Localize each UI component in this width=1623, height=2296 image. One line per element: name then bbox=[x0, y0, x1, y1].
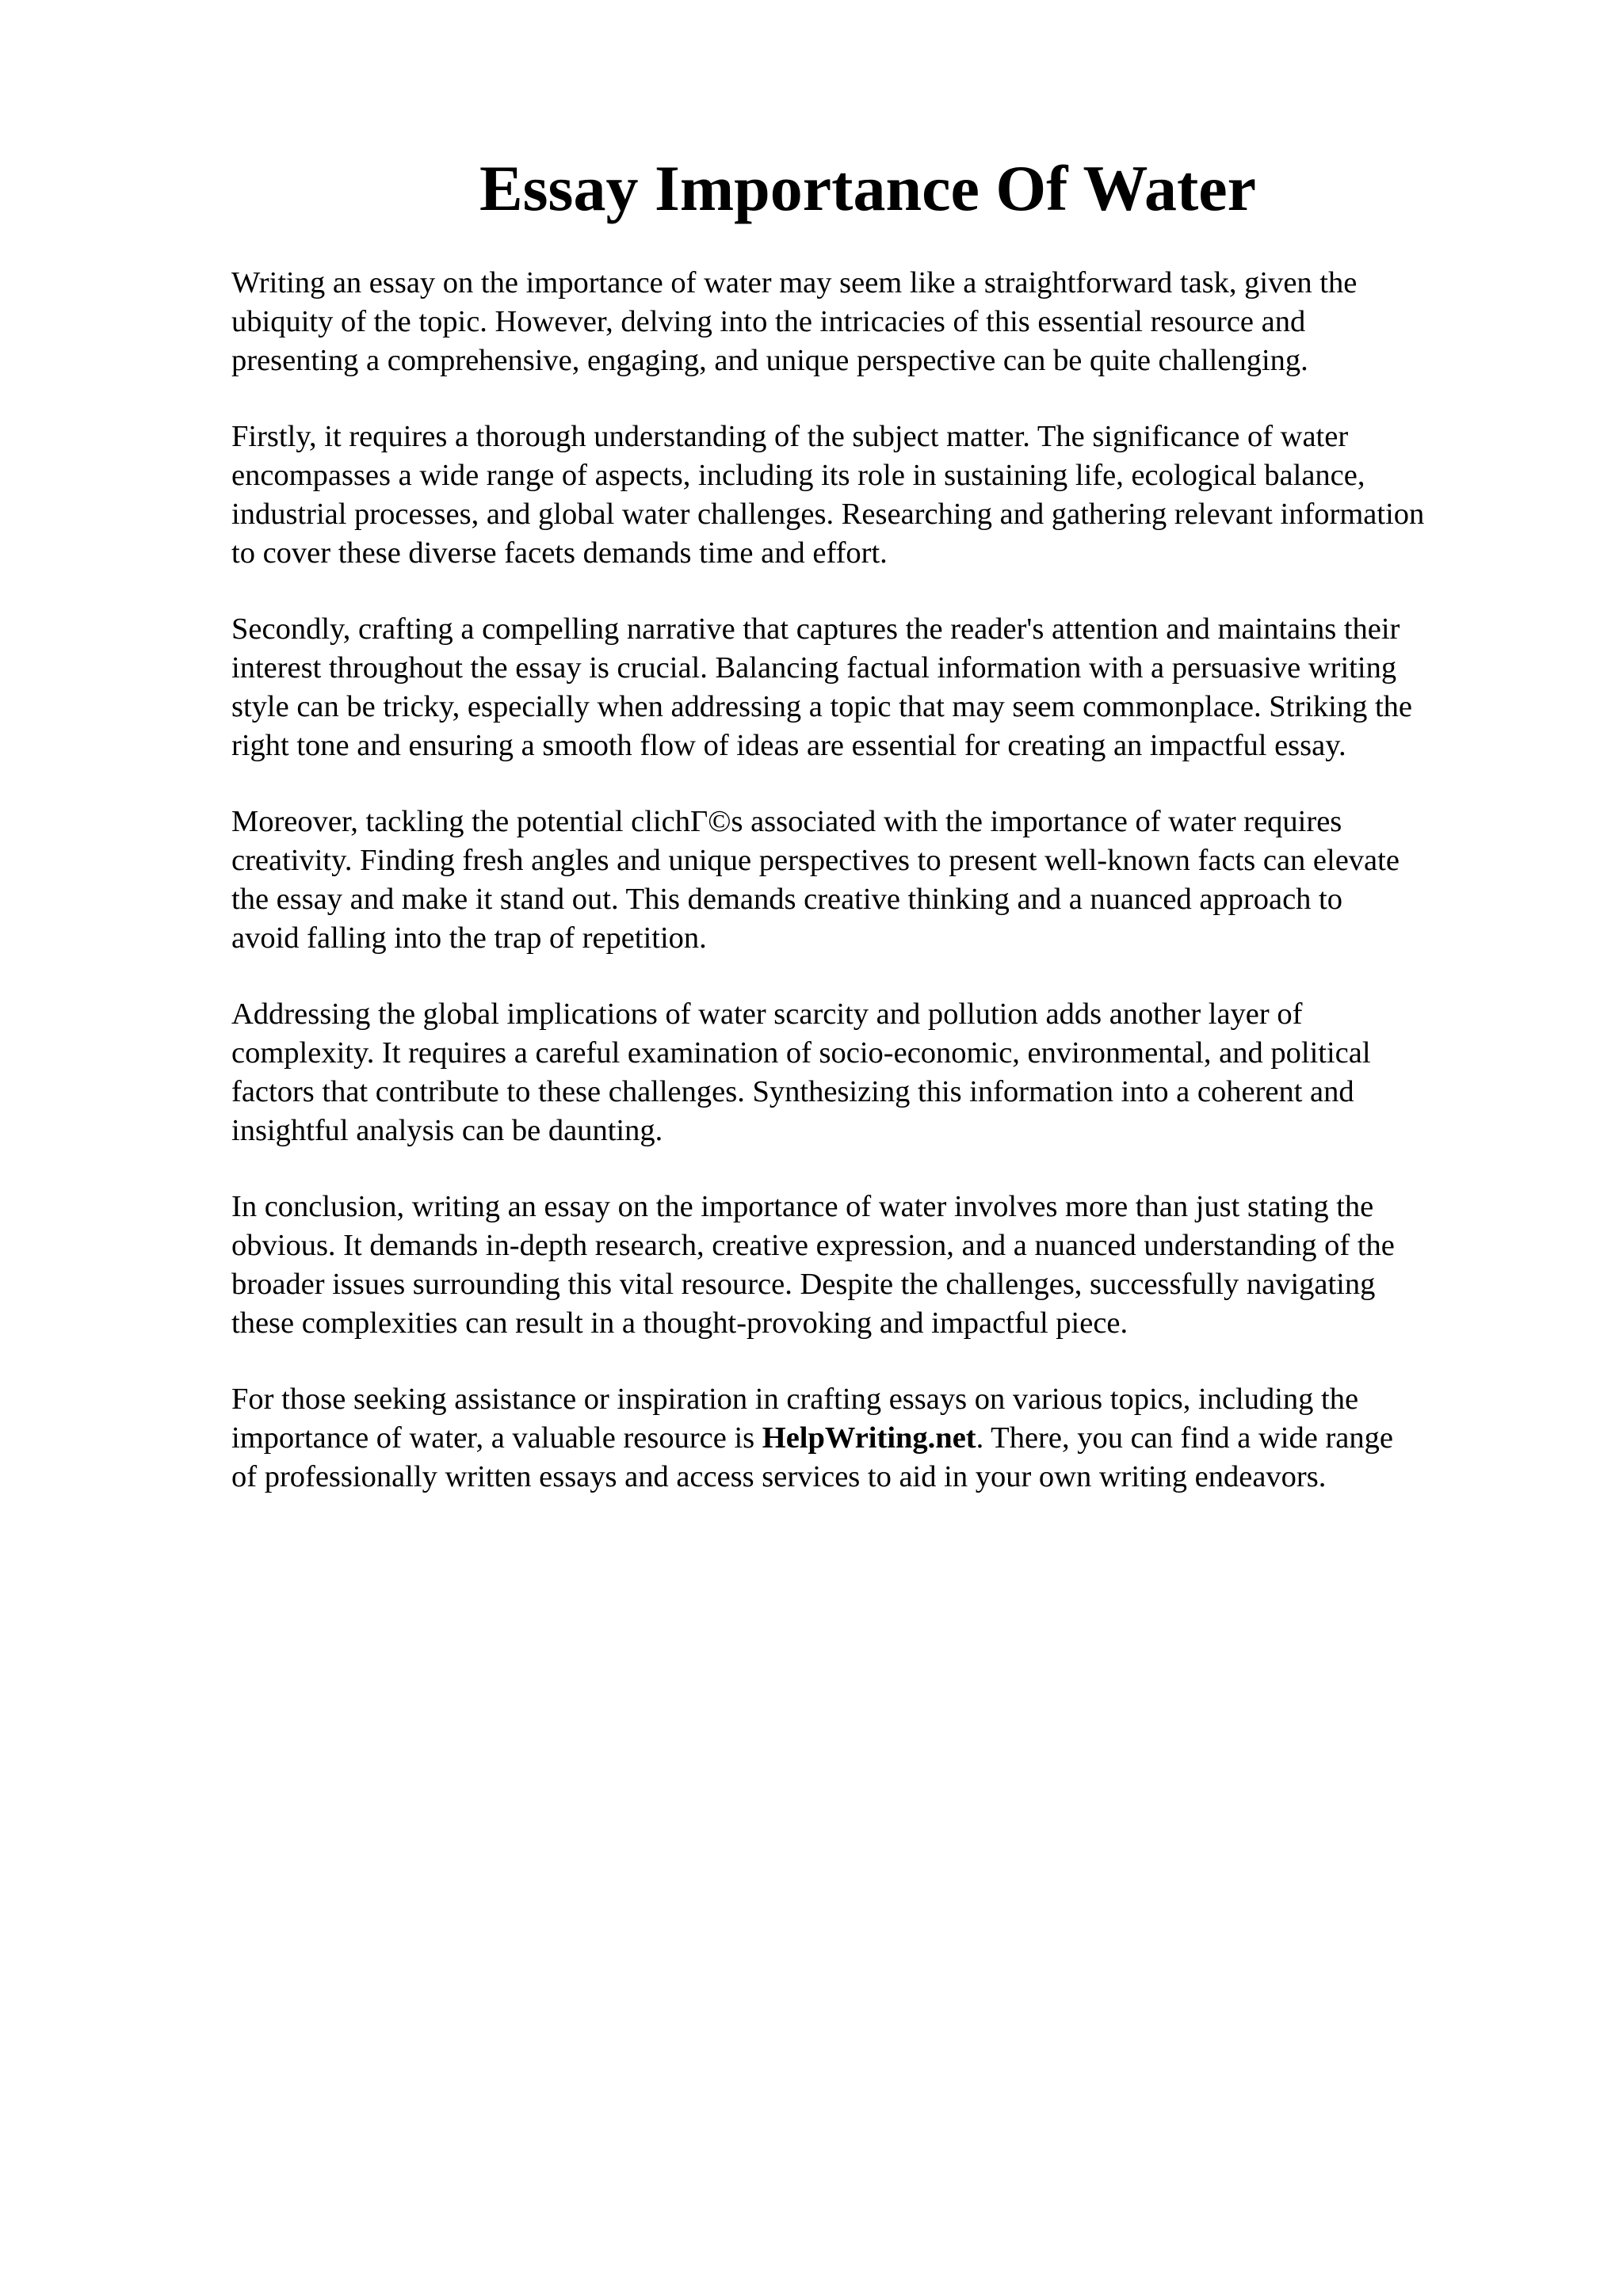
text-segment: importance of water, a valuable resource is bbox=[231, 1421, 762, 1455]
text-line: avoid falling into the trap of repetition. bbox=[231, 921, 707, 955]
paragraph-conclusion bbox=[231, 1188, 1531, 1343]
text-line: these complexities can result in a thought-provoking and impactful piece. bbox=[231, 1306, 1128, 1340]
text-line: Addressing the global implications of water scarcity and pollution adds another layer of bbox=[231, 997, 1303, 1031]
text-line: Secondly, crafting a compelling narrative that captures the reader's attention and maintains their bbox=[231, 612, 1400, 646]
text-line: the essay and make it stand out. This demands creative thinking and a nuanced approach to bbox=[231, 883, 1342, 916]
text-line: Moreover, tackling the potential clichГ©s associated with the importance of water requires bbox=[231, 805, 1342, 838]
paragraph-global-implications bbox=[231, 995, 1531, 1150]
text-line: ubiquity of the topic. However, delving into the intricacies of this essential resource and bbox=[231, 305, 1306, 338]
page-title: Essay Importance Of Water bbox=[479, 152, 1257, 224]
paragraph-moreover bbox=[231, 803, 1531, 958]
essay-body bbox=[231, 264, 1531, 1534]
text-line: factors that contribute to these challenges. Synthesizing this information into a coherent and bbox=[231, 1075, 1354, 1108]
text-line: interest throughout the essay is crucial. Balancing factual information with a persuasive writing bbox=[231, 651, 1397, 685]
text-line: broader issues surrounding this vital resource. Despite the challenges, successfully navigating bbox=[231, 1268, 1376, 1301]
text-line: In conclusion, writing an essay on the importance of water involves more than just stating the bbox=[231, 1190, 1374, 1223]
text-line: style can be tricky, especially when addressing a topic that may seem commonplace. Striking the bbox=[231, 690, 1412, 723]
paragraph-intro bbox=[231, 264, 1531, 380]
text-line: presenting a comprehensive, engaging, and unique perspective can be quite challenging. bbox=[231, 344, 1308, 377]
text-line: creativity. Finding fresh angles and unique perspectives to present well-known facts can elevate bbox=[231, 844, 1400, 877]
text-line: to cover these diverse facets demands time and effort. bbox=[231, 536, 888, 570]
text-line: industrial processes, and global water challenges. Researching and gathering relevant information bbox=[231, 498, 1425, 531]
text-line: obvious. It demands in-depth research, creative expression, and a nuanced understanding of the bbox=[231, 1229, 1395, 1262]
text-line: right tone and ensuring a smooth flow of ideas are essential for creating an impactful essay. bbox=[231, 729, 1346, 762]
brand-name: HelpWriting.net bbox=[762, 1421, 976, 1455]
text-line: insightful analysis can be daunting. bbox=[231, 1114, 663, 1147]
paragraph-closing bbox=[231, 1380, 1531, 1497]
text-line: of professionally written essays and access services to aid in your own writing endeavors. bbox=[231, 1460, 1327, 1493]
text-segment: . There, you can find a wide range bbox=[976, 1421, 1393, 1455]
text-line: complexity. It requires a careful examination of socio-economic, environmental, and political bbox=[231, 1036, 1371, 1070]
text-line: encompasses a wide range of aspects, including its role in sustaining life, ecological balance, bbox=[231, 459, 1365, 492]
text-line: For those seeking assistance or inspiration in crafting essays on various topics, including the bbox=[231, 1383, 1359, 1416]
text-line: Firstly, it requires a thorough understanding of the subject matter. The significance of water bbox=[231, 420, 1349, 453]
text-line: Writing an essay on the importance of water may seem like a straightforward task, given the bbox=[231, 266, 1358, 299]
paragraph-secondly bbox=[231, 610, 1531, 765]
paragraph-firstly bbox=[231, 418, 1531, 573]
text-line bbox=[231, 1419, 1531, 1458]
